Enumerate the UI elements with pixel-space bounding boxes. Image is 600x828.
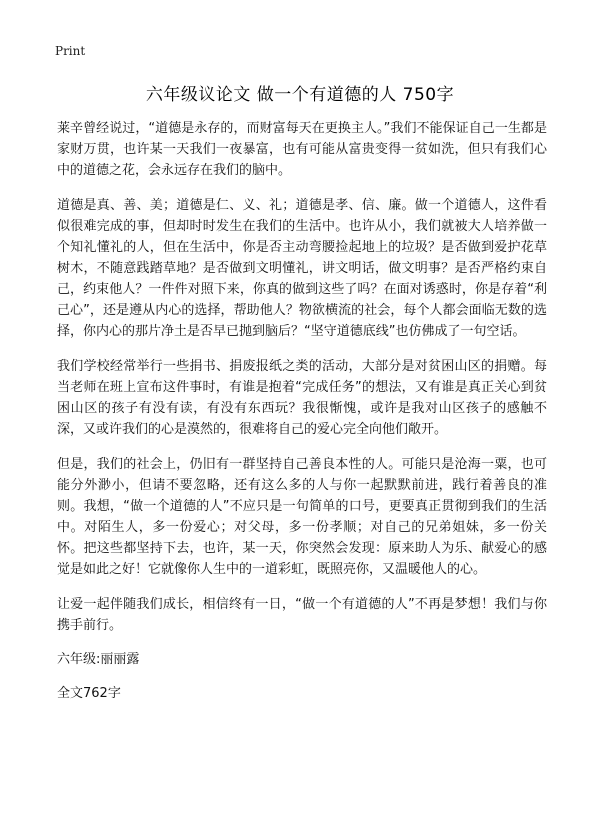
print-link[interactable]: Print [55, 44, 86, 58]
article-body [57, 118, 547, 718]
author-line: 六年级:丽丽露 [57, 652, 140, 667]
article-title: 六年级议论文 做一个有道德的人 750字 [145, 85, 455, 105]
paragraph-3: 我们学校经常举行一些捐书、捐废报纸之类的活动，大部分是对贫困山区的捐赠。每当老师在班上宣布这件事时，有谁是抱着“完成任务”的想法，又有谁是真正关心到贫困山区的孩子有没有读，有没有东西玩？我很惭愧，或许是我对山区孩子的感触不深，又或许我们的心是漠然的，很难将自己的爱心完全向他们敞开。 [57, 359, 547, 437]
paragraph-5: 让爱一起伴随我们成长，相信终有一日，“做一个有道德的人”不再是梦想！我们与你携手前行。 [57, 597, 547, 633]
word-count: 全文762字 [57, 686, 121, 701]
paragraph-4: 但是，我们的社会上，仍旧有一群坚持自己善良本性的人。可能只是沧海一粟，也可能分外渺小，但请不要忽略，还有这么多的人与你一起默默前进，践行着善良的准则。我想，“做一个道德的人”不应只是一句简单的口号，更要真正贯彻到我们的生活中。对陌生人，多一份爱心；对父母，多一份孝顺；对自己的兄弟姐妹，多一份关怀。把这些都坚持下去，也许，某一天，你突然会发现：原来助人为乐、献爱心的感觉是如此之好！它就像你人生中的一道彩虹，既照亮你，又温暖他人的心。 [57, 457, 547, 577]
paragraph-2: 道德是真、善、美；道德是仁、义、礼；道德是孝、信、廉。做一个道德人，这件看似很难完成的事，但却时时发生在我们的生活中。也许从小，我们就被大人培养做一个知礼懂礼的人，但在生活中，你是否主动弯腰捡起地上的垃圾？是否做到爱护花草树木，不随意践踏草地？是否做到文明懂礼，讲文明话，做文明事？是否严格约束自己，约束他人？一件件对照下来，你真的做到这些了吗？在面对诱惑时，你是存着“利己心”，还是遵从内心的选择，帮助他人？物欲横流的社会，每个人都会面临无数的选择，你内心的那片净土是否早已抛到脑后？“坚守道德底线”也仿佛成了一句空话。 [57, 198, 547, 339]
paragraph-1: 莱辛曾经说过，“道德是永存的，而财富每天在更换主人。”我们不能保证自己一生都是家财万贯，也许某一天我们一夜暴富，也有可能从富贵变得一贫如洗，但只有我们心中的道德之花，会永远存在我们的脑中。 [57, 121, 547, 178]
